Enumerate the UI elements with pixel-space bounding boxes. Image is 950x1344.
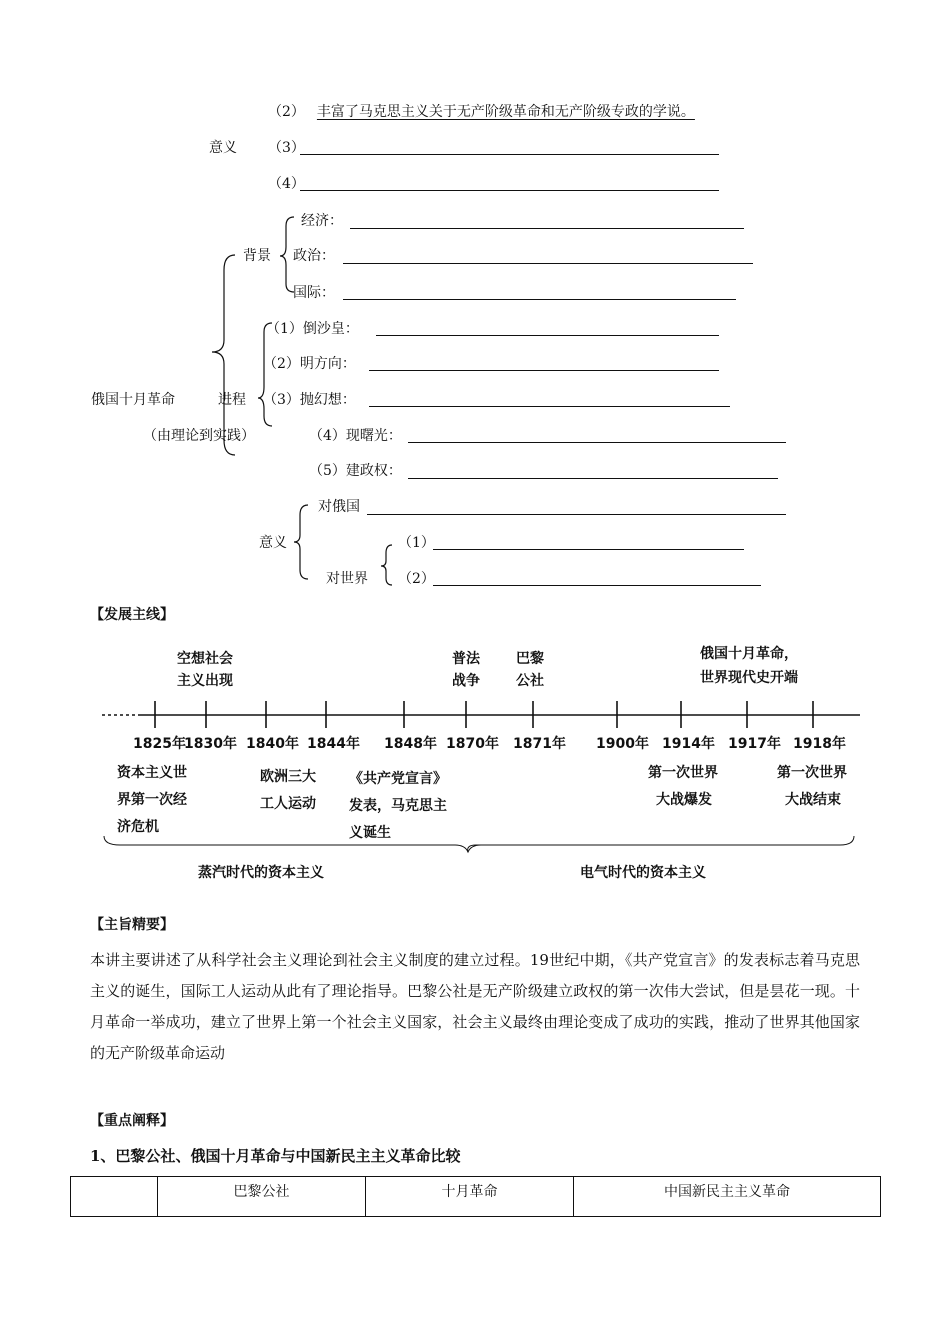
label-line: 第一次世界	[648, 765, 718, 781]
label-line: 济危机	[117, 819, 159, 835]
section-key-points: 【重点阐释】	[90, 1113, 174, 1129]
era-steam: 蒸汽时代的资本主义	[198, 865, 324, 881]
label-line: 俄国十月革命，	[700, 646, 798, 662]
event-wwi-end	[777, 760, 847, 814]
event-three-workers-movements	[260, 764, 316, 818]
era-electric: 电气时代的资本主义	[580, 865, 706, 881]
label-line: 第一次世界	[777, 765, 847, 781]
october-title: 俄国十月革命	[91, 392, 175, 408]
comparison-heading: 1、巴黎公社、俄国十月革命与中国新民主主义革命比较	[90, 1147, 461, 1165]
background-label: 背景	[243, 248, 271, 264]
year-1848: 1848年	[384, 736, 437, 752]
year-1914: 1914年	[662, 736, 715, 752]
background-economy: 经济：	[301, 213, 343, 229]
process-item-5: （5）建政权：	[309, 463, 402, 479]
year-1830: 1830年	[184, 736, 237, 752]
process-item-2: （2）明方向：	[263, 356, 356, 372]
label-line: 《共产党宣言》	[349, 771, 447, 787]
summary-paragraph: 本讲主要讲述了从科学社会主义理论到社会主义制度的建立过程。19世纪中期，《共产党宣言》的发表标志着马克思主义的诞生，国际工人运动从此有了理论指导。巴黎公社是无产阶级建立政权的第一次伟大尝试，但是昙花一现。十月革命一举成功，建立了世界上第一个社会主义国家，社会主义最终由理论变成了成功的实践，推动了世界其他国家的无产阶级革命运动	[90, 951, 860, 1062]
background-politics: 政治：	[293, 248, 335, 264]
event-october-revolution	[700, 642, 798, 690]
year-1871: 1871年	[513, 736, 566, 752]
process-item-1: （1）倒沙皇：	[266, 321, 359, 337]
table-header-october: 十月革命	[366, 1177, 574, 1217]
label-line: 发表，马克思主	[349, 798, 447, 814]
meaning-russia: 对俄国	[318, 499, 360, 515]
item-number: （2）	[268, 104, 305, 120]
event-paris-commune	[516, 648, 544, 692]
event-utopian-socialism	[177, 648, 233, 692]
table-header-row	[71, 1177, 881, 1217]
table-header-paris: 巴黎公社	[158, 1177, 366, 1217]
meaning-world: 对世界	[326, 571, 368, 587]
event-franco-prussian-war	[452, 648, 480, 692]
item-answer: 丰富了马克思主义关于无产阶级革命和无产阶级专政的学说。	[316, 104, 695, 120]
meaning-label: 意义	[209, 140, 237, 156]
meaning-item-4: （4）	[268, 176, 305, 192]
event-wwi-outbreak	[648, 760, 718, 814]
label-line: 主义出现	[177, 673, 233, 689]
label-line: 巴黎	[516, 651, 544, 667]
process-label: 进程	[218, 392, 246, 408]
world-item-2: （2）	[398, 571, 435, 587]
label-line: 欧洲三大	[260, 769, 316, 785]
year-1825: 1825年	[133, 736, 186, 752]
label-line: 义诞生	[349, 825, 391, 841]
october-subtitle: （由理论到实践）	[143, 428, 255, 444]
label-line: 界第一次经	[117, 792, 187, 808]
section-summary: 【主旨精要】	[90, 917, 174, 933]
process-item-4: （4）现曙光：	[309, 428, 402, 444]
comparison-table	[70, 1176, 881, 1217]
label-line: 空想社会	[177, 651, 233, 667]
year-1840: 1840年	[246, 736, 299, 752]
label-line: 工人运动	[260, 796, 316, 812]
background-international: 国际：	[293, 285, 335, 301]
label-line: 世界现代史开端	[700, 670, 798, 686]
year-1900: 1900年	[596, 736, 649, 752]
table-header-china: 中国新民主主义革命	[574, 1177, 881, 1217]
label-line: 大战爆发	[656, 792, 712, 808]
october-meaning-label: 意义	[259, 535, 287, 551]
world-item-1: （1）	[398, 535, 435, 551]
label-line: 大战结束	[785, 792, 841, 808]
era-brace-electric	[468, 836, 854, 852]
label-line: 公社	[516, 673, 544, 689]
label-line: 资本主义世	[117, 765, 187, 781]
year-1917: 1917年	[728, 736, 781, 752]
year-1844: 1844年	[307, 736, 360, 752]
label-line: 普法	[452, 651, 480, 667]
year-1870: 1870年	[446, 736, 499, 752]
meaning-item-3: （3）	[268, 140, 305, 156]
event-communist-manifesto	[349, 766, 447, 847]
section-main-line: 【发展主线】	[90, 607, 174, 623]
table-header-blank	[71, 1177, 158, 1217]
year-1918: 1918年	[793, 736, 846, 752]
label-line: 战争	[452, 673, 480, 689]
process-item-3: （3）抛幻想：	[263, 392, 356, 408]
event-first-economic-crisis	[117, 760, 187, 841]
